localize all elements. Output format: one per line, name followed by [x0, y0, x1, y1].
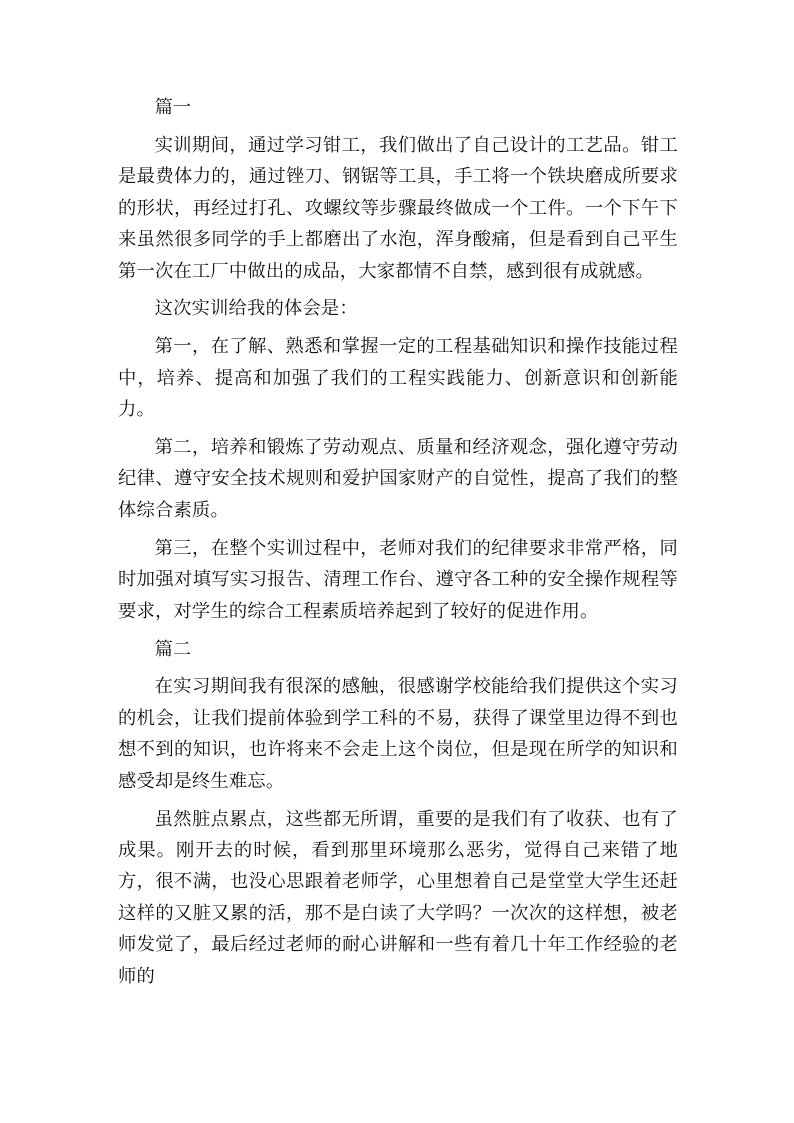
- section-heading-2: 篇二: [154, 638, 192, 660]
- paragraph: 虽然脏点累点，这些都无所谓，重要的是我们有了收获、也有了成果。刚开去的时候，看到那里环境那么恶劣，觉得自己来错了地方，很不满，也没心思跟着老师学，心里想着自己是堂堂大学生还赶这样的又脏又累的活，那不是白读了大学吗？一次次的这样想，被老师发觉了，最后经过老师的耐心讲解和一些有着几十年工作经验的老师的: [118, 808, 678, 987]
- paragraph: 在实习期间我有很深的感触，很感谢学校能给我们提供这个实习的机会，让我们提前体验到学工科的不易，获得了课堂里边得不到也想不到的知识，也许将来不会走上这个岗位，但是现在所学的知识和感受却是终生难忘。: [118, 676, 678, 792]
- paragraph: 第三，在整个实训过程中，老师对我们的纪律要求非常严格，同时加强对填写实习报告、清理工作台、遵守各工种的安全操作规程等要求，对学生的综合工程素质培养起到了较好的促进作用。: [118, 537, 678, 622]
- paragraph: 第一，在了解、熟悉和掌握一定的工程基础知识和操作技能过程中，培养、提高和加强了我们的工程实践能力、创新意识和创新能力。: [118, 336, 678, 421]
- document-body: [118, 92, 678, 998]
- section-heading-1: 篇一: [154, 97, 192, 118]
- paragraph: 第二，培养和锻炼了劳动观点、质量和经济观念，强化遵守劳动纪律、遵守安全技术规则和爱护国家财产的自觉性，提高了我们的整体综合素质。: [118, 437, 678, 521]
- paragraph: 实训期间，通过学习钳工，我们做出了自己设计的工艺品。钳工是最费体力的，通过锉刀、钢锯等工具，手工将一个铁块磨成所要求的形状，再经过打孔、攻螺纹等步骤最终做成一个工件。一个下午下来虽然很多同学的手上都磨出了水泡，浑身酸痛，但是看到自己平生第一次在工厂中做出的成品，大家都情不自禁，感到很有成就感。: [118, 134, 678, 282]
- paragraph: 这次实训给我的体会是：: [154, 298, 358, 320]
